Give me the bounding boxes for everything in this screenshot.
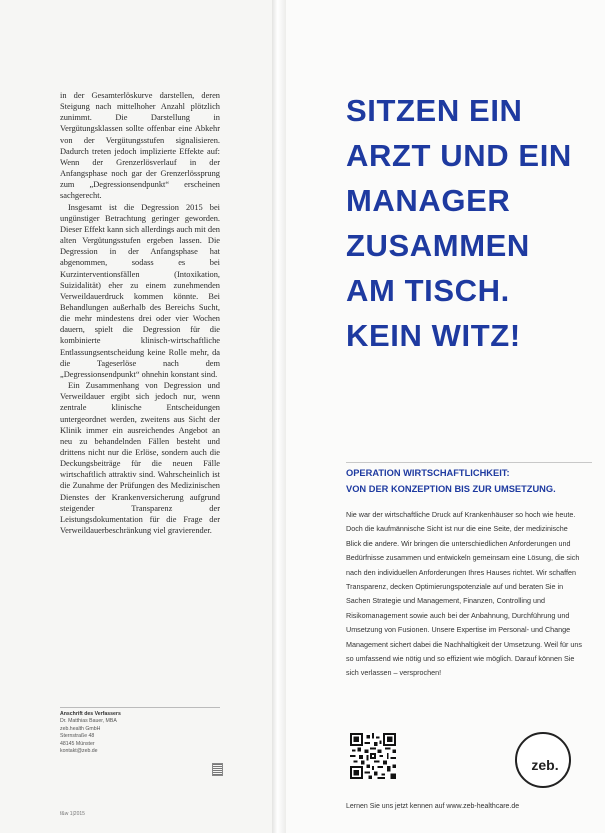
address-line: 48145 Münster — [60, 740, 95, 747]
headline-line: AM TISCH. — [346, 273, 510, 308]
ad-body-text: Nie war der wirtschaftliche Druck auf Krankenhäuser so hoch wie heute. Doch die kaufmännische Sicht ist nur die eine Seite, der medizinische Blick die andere. Wir bringen die unterschiedlichen Anforderungen und Bedürfnisse zusammen und entwickeln gemeinsam eine Lösung, die sich nach den individuellen Anforderungen Ihres Hauses richtet. Wir schaffen Transparenz, decken Optimierungspotenziale auf und beraten Sie in Sachen Strategie und Management, Finanzen, Controlling und Risikomanagement sowie auch bei der Anbahnung, Durchführung und Umsetzung von Fusionen. Unsere Expertise im Personal- und Change Management sichert dabei die Nachhaltigkeit der Umsetzung. Weil für uns so umfassend wie nötig und so effizient wie möglich. Darauf können Sie sich verlassen – versprochen! — [346, 510, 582, 678]
address-line: Sternstraße 48 — [60, 733, 95, 740]
logo-text: zeb. — [531, 757, 559, 773]
subhead-line: VON DER KONZEPTION BIS ZUR UMSETZUNG. — [346, 484, 556, 494]
zeb-logo — [515, 732, 571, 788]
ad-headline — [346, 88, 596, 358]
headline-line: KEIN WITZ! — [346, 318, 521, 353]
headline-line: ARZT UND EIN — [346, 138, 572, 173]
address-line: kontakt@zeb.de — [60, 748, 98, 755]
qr-code-icon[interactable] — [350, 733, 396, 779]
headline-line: MANAGER — [346, 183, 511, 218]
article-paragraph: Insgesamt ist die Degression 2015 bei ungünstiger Betrachtung geringer geworden. Dieser Effekt kann sich allerdings auch mit den alten Vergütungsstufen ergeben lassen. Die Degression in der Anfangsphase hat abgenommen, sodass es bei Kurzinterventionsfällen (Intoxikation, Suizidalität) eher zu einem zunehmenden Verweildauerdruck kommen könnte. Bei Behandlungen außerhalb des Bereichs Sucht, die mehr mindestens drei oder vier Wochen dauern, spielt die Degression für die kombinierte klinisch-wirtschaftliche Entlassungsentscheidung keine Rolle mehr, da die Tageserlöse nach dem „Degressionsendpunkt“ ohnehin konstant sind. — [60, 202, 220, 379]
address-line: Dr. Matthias Bauer, MBA — [60, 718, 117, 725]
page-footer: f&w 1|2015 — [60, 811, 85, 817]
address-title: Anschrift des Verfassers — [60, 711, 121, 717]
author-address — [60, 711, 180, 755]
headline-line: SITZEN EIN — [346, 93, 523, 128]
article-paragraph: in der Gesamterlöskurve darstellen, deren Steigung nach mittelhoher Anzahl plötzlich zunimmt. Die Darstellung in Vergütungsklassen sollte offenbar eine Abkehr von der Vergütungsstufen signalisieren. Dadurch treten jedoch implizierte Effekte auf: Wenn der Grenzerlösverlauf in der Anfangsphase noch gar der Grenzerlössprung zum „Degressionsendpunkt“ erscheinen sachgerecht. — [60, 91, 220, 201]
page-gutter — [272, 0, 286, 833]
address-line: zeb.health GmbH — [60, 725, 101, 732]
document-icon — [212, 763, 223, 776]
headline-line: ZUSAMMEN — [346, 228, 530, 263]
subhead-line: OPERATION WIRTSCHAFTLICHKEIT: — [346, 468, 510, 478]
ad-subheadline — [346, 462, 592, 497]
article-paragraph: Ein Zusammenhang von Degression und Verweildauer ergibt sich jedoch nur, wenn zentrale klinische Entscheidungen untergeordnet werden, zweitens aus Sicht der Klinik immer ein ausreichendes Angebot an neu zu behandelnden Fällen besteht und drittens nicht nur die Erlöse, sondern auch die Deckungsbeiträge für die neuen Fälle wirtschaftlich attraktiv sind. Wahrscheinlich ist die Zunahme der Prüfungen des Medizinischen Dienstes der Krankenversicherung aufgrund steigender Transparenz der Leistungsdokumentation für die Frage der Verweildauerbeschränkung viel gravierender. — [60, 381, 220, 536]
article-column — [60, 90, 220, 536]
address-divider — [60, 707, 220, 708]
ad-contact-line[interactable]: Lernen Sie uns jetzt kennen auf www.zeb-healthcare.de — [346, 803, 520, 810]
